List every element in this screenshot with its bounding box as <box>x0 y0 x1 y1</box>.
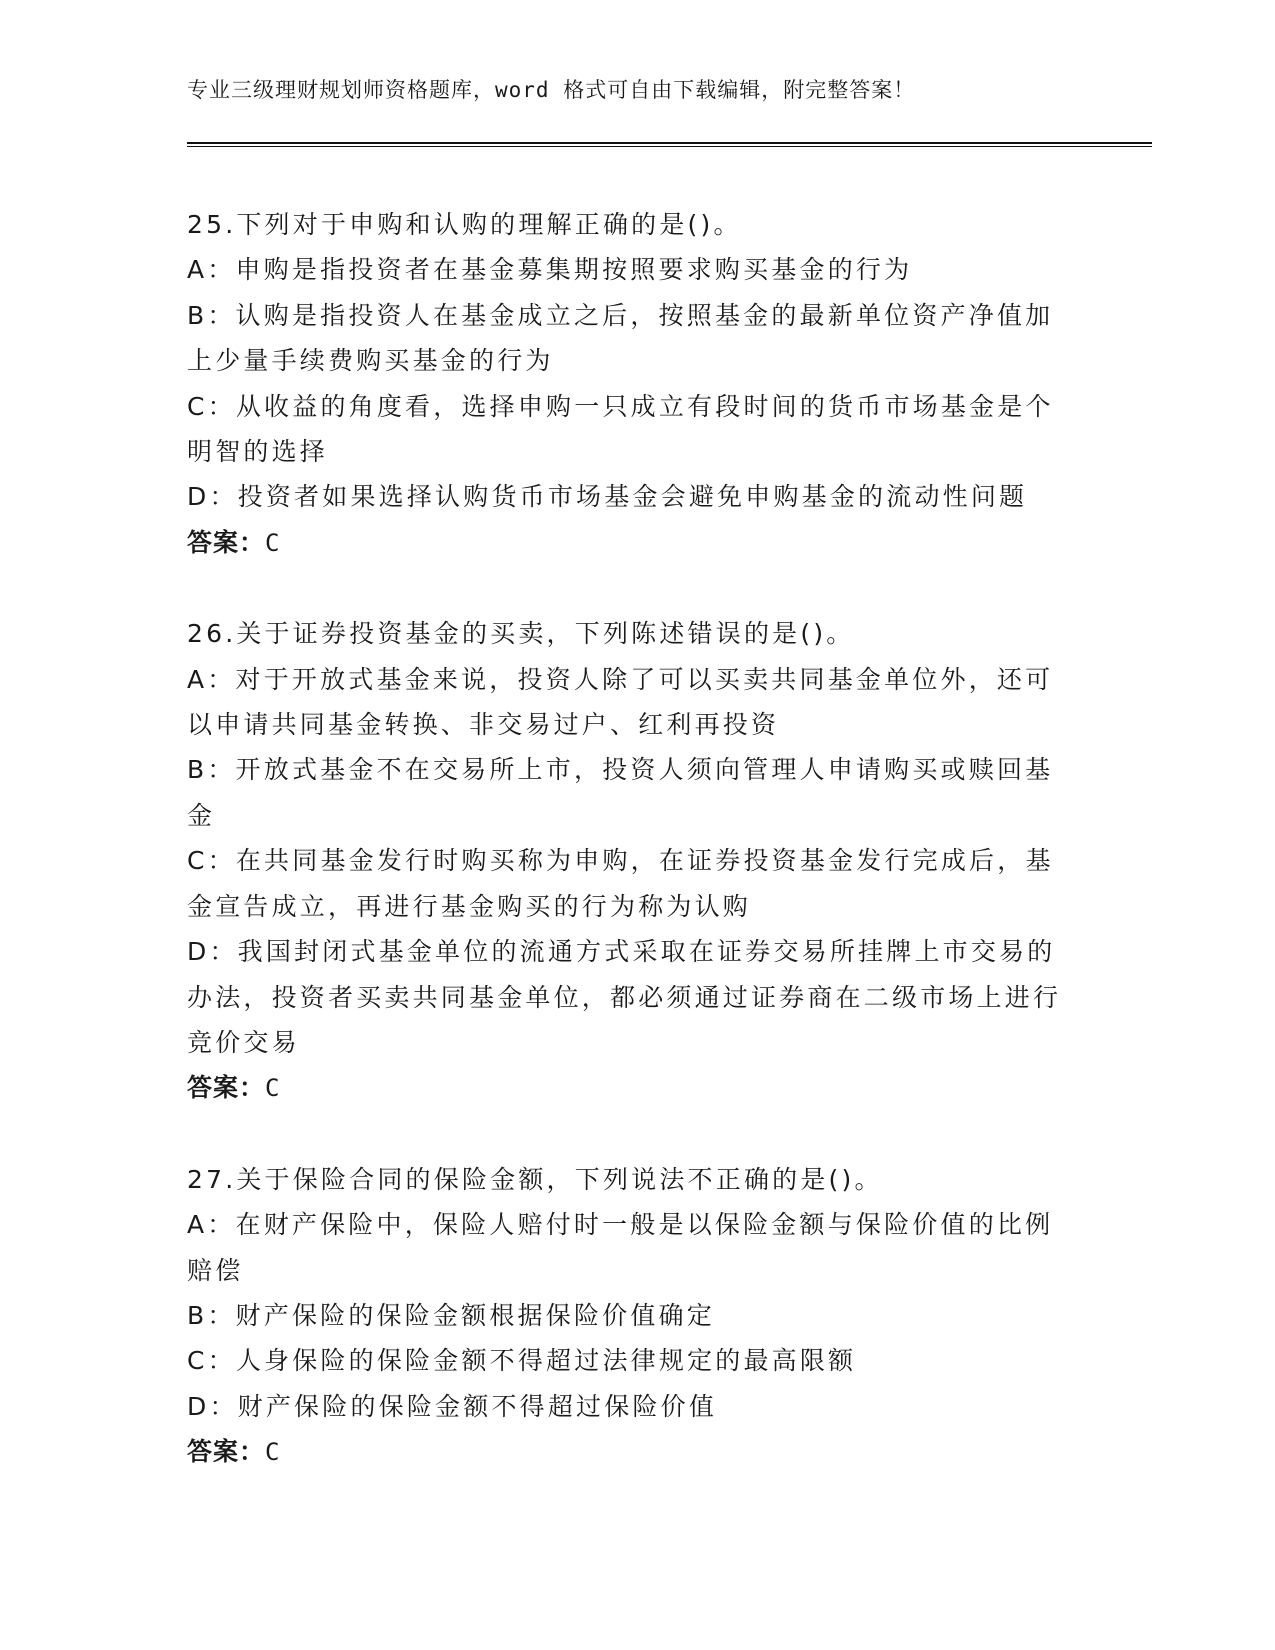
answer-label: 答案： <box>187 1437 266 1467</box>
option-b: B：财产保险的保险金额根据保险价值确定 <box>187 1300 715 1330</box>
option-a: A：在财产保险中，保险人赔付时一般是以保险金额与保险价值的比例赔偿 <box>187 1210 1054 1285</box>
question-26 <box>187 611 1067 1111</box>
answer-label: 答案： <box>187 527 266 557</box>
answer-value: C <box>265 1074 281 1103</box>
answer <box>187 520 1067 566</box>
question-27 <box>187 1157 1067 1476</box>
option-b: B：开放式基金不在交易所上市，投资人须向管理人申请购买或赎回基金 <box>187 755 1054 830</box>
question-stem: 27.关于保险合同的保险金额，下列说法不正确的是()。 <box>187 1164 883 1194</box>
answer-value: C <box>265 528 281 557</box>
question-stem: 25.下列对于申购和认购的理解正确的是()。 <box>187 210 742 239</box>
header-divider <box>187 142 1152 147</box>
answer-label: 答案： <box>187 1073 266 1103</box>
option-d: D：我国封闭式基金单位的流通方式采取在证券交易所挂牌上市交易的办法，投资者买卖共同基金单位，都必须通过证券商在二级市场上进行竞价交易 <box>187 937 1062 1057</box>
answer <box>187 1065 1067 1111</box>
option-a: A：对于开放式基金来说，投资人除了可以买卖共同基金单位外，还可以申请共同基金转换、非交易过户、红利再投资 <box>187 664 1054 740</box>
option-c: C：人身保险的保险金额不得超过法律规定的最高限额 <box>187 1346 857 1376</box>
answer <box>187 1429 1067 1475</box>
question-stem: 26.关于证券投资基金的买卖，下列陈述错误的是()。 <box>187 619 855 649</box>
page-header: 专业三级理财规划师资格题库，word 格式可自由下载编辑，附完整答案！ <box>187 78 916 102</box>
option-c: C：在共同基金发行时购买称为申购，在证券投资基金发行完成后，基金宣告成立，再进行基金购买的行为称为认购 <box>187 846 1054 921</box>
option-d: D：财产保险的保险金额不得超过保险价值 <box>187 1391 718 1421</box>
option-b: B：认购是指投资人在基金成立之后，按照基金的最新单位资产净值加上少量手续费购买基金的行为 <box>187 300 1054 376</box>
question-list <box>187 202 1067 1521</box>
option-a: A：申购是指投资者在基金募集期按照要求购买基金的行为 <box>187 255 913 285</box>
answer-value: C <box>265 1438 281 1467</box>
option-d: D：投资者如果选择认购货币市场基金会避免申购基金的流动性问题 <box>187 482 1028 512</box>
question-25 <box>187 202 1067 566</box>
option-c: C：从收益的角度看，选择申购一只成立有段时间的货币市场基金是个明智的选择 <box>187 391 1054 467</box>
